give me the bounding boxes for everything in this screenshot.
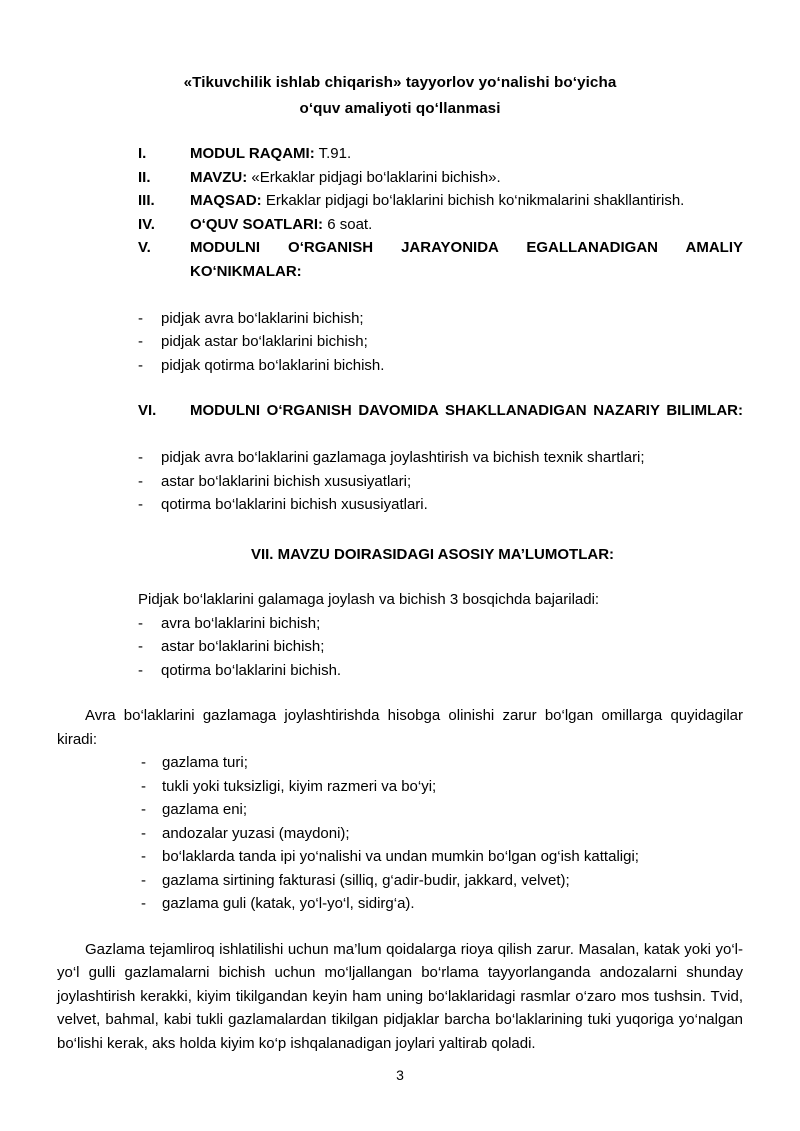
- closing-paragraph-text: Gazlama tejamliroq ishlatilishi uchun ma’lum qoidalarga rioya qilish zarur. Masalan, katak yoki yo‘l-yo‘l gulli gazlamalarni bichish uchun mo‘ljallangan bo‘rlama tayyorlanganda andozalarni shunday joylashtirish kerakki, kiyim tikilgandan keyin ham uning bo‘laklaridagi rasmlar o‘zaro mos tushsin. Tvid, velvet, bahmal, kabi tukli gazlamalardan tikilgan pidjaklar barcha bo‘laklarining tuki yuqoriga yo‘nalgan bo‘lishi kerak, aks holda kiyim ko‘p ishqalanadigan joylari yaltirab qoladi.: [57, 940, 743, 1052]
- roman-item-vi: [57, 399, 743, 446]
- dash-bullet-icon: -: [141, 777, 146, 795]
- list-item-text: tukli yoki tuksizligi, kiyim razmeri va bo‘yi;: [162, 777, 437, 795]
- list-item-text: bo‘laklarda tanda ipi yo‘nalishi va undan mumkin bo‘lgan og‘ish kattaligi;: [162, 848, 639, 865]
- dash-bullet-icon: -: [138, 661, 143, 679]
- roman-body-i: [190, 142, 743, 166]
- list-item-text: gazlama sirtining fakturasi (silliq, g‘adir-budir, jakkard, velvet);: [162, 871, 570, 889]
- roman-label-iii: MAQSAD:: [190, 192, 262, 209]
- roman-body-v: MODULNI O‘RGANISH JARAYONIDA EGALLANADIGAN AMALIY KO‘NIKMALAR:: [190, 239, 743, 280]
- list-item-text: pidjak qotirma bo‘laklarini bichish.: [161, 356, 385, 374]
- roman-numeral-list: [57, 142, 743, 307]
- roman-item-iv: [57, 213, 743, 237]
- page-title-line-1: «Tikuvchilik ishlab chiqarish» tayyorlov yo‘nalishi bo‘yicha: [183, 74, 617, 91]
- dash-bullet-icon: -: [138, 449, 143, 466]
- roman-item-v: [57, 236, 743, 307]
- list-item-text: avra bo‘laklarini bichish;: [161, 614, 321, 632]
- roman-value-ii: «Erkaklar pidjagi bo‘laklarini bichish».: [247, 168, 501, 186]
- section-seven-intro: Pidjak bo‘laklarini galamaga joylash va bichish 3 bosqichda bajariladi:: [138, 591, 600, 608]
- roman-item-i: [57, 142, 743, 166]
- list-item: [57, 892, 743, 916]
- page-number: 3: [396, 1067, 404, 1083]
- dash-bullet-icon: -: [138, 333, 143, 350]
- list-item: [57, 493, 743, 517]
- list-item-text: gazlama turi;: [162, 754, 248, 771]
- roman-item-ii: [57, 166, 743, 190]
- dash-bullet-icon: -: [141, 848, 146, 865]
- dash-bullet-icon: -: [141, 871, 146, 889]
- closing-paragraph: [57, 938, 743, 1056]
- list-item-text: gazlama guli (katak, yo‘l-yo‘l, sidirg‘a).: [162, 895, 415, 912]
- list-item: [57, 354, 743, 378]
- roman-numeral-vi: VI.: [138, 402, 157, 419]
- stages-list: [57, 612, 743, 683]
- roman-numeral-i: I.: [138, 145, 147, 162]
- roman-numeral-v: V.: [138, 239, 151, 256]
- roman-body-vi: MODULNI O‘RGANISH DAVOMIDA SHAKLLANADIGAN NAZARIY BILIMLAR:: [190, 402, 743, 419]
- list-item: [57, 845, 743, 869]
- roman-body-ii: [190, 166, 743, 190]
- spacer: [57, 682, 743, 704]
- list-item-text: pidjak avra bo‘laklarini bichish;: [161, 309, 364, 327]
- list-item-text: pidjak astar bo‘laklarini bichish;: [161, 333, 368, 350]
- dash-bullet-icon: -: [141, 801, 146, 818]
- list-item-text: gazlama eni;: [162, 801, 248, 818]
- dash-bullet-icon: -: [138, 614, 143, 632]
- roman-value-iv: 6 soat.: [323, 215, 373, 233]
- skills-list: [57, 307, 743, 378]
- spacer: [57, 377, 743, 399]
- list-item: [57, 822, 743, 846]
- list-item-text: pidjak avra bo‘laklarini gazlamaga joylashtirish va bichish texnik shartlari;: [161, 449, 645, 466]
- list-item: [57, 775, 743, 799]
- list-item: [57, 446, 743, 470]
- dash-bullet-icon: -: [138, 309, 143, 327]
- list-item: [57, 659, 743, 683]
- roman-numeral-iii: III.: [138, 192, 155, 209]
- section-seven-heading: VII. MAVZU DOIRASIDAGI ASOSIY MA’LUMOTLAR:: [250, 545, 615, 563]
- roman-body-iii: [190, 189, 743, 213]
- roman-label-ii: MAVZU:: [190, 168, 248, 186]
- roman-label-i: MODUL RAQAMI:: [190, 145, 315, 162]
- spacer: [57, 128, 743, 142]
- theory-list: [57, 446, 743, 517]
- list-item: [57, 635, 743, 659]
- factors-list: [57, 751, 743, 916]
- list-item: [57, 612, 743, 636]
- dash-bullet-icon: -: [138, 356, 143, 374]
- roman-item-iii: [57, 189, 743, 213]
- page-title-line-2: o‘quv amaliyoti qo‘llanmasi: [299, 100, 501, 117]
- list-item: [57, 307, 743, 331]
- dash-bullet-icon: -: [141, 754, 146, 771]
- list-item-text: astar bo‘laklarini bichish xususiyatlari;: [161, 472, 412, 490]
- list-item-text: andozalar yuzasi (maydoni);: [162, 824, 350, 842]
- roman-numeral-list-vi: [57, 399, 743, 446]
- roman-value-i: T.91.: [314, 145, 352, 162]
- spacer: [57, 916, 743, 938]
- list-item-text: astar bo‘laklarini bichish;: [161, 638, 325, 655]
- list-item: [57, 751, 743, 775]
- list-item: [57, 330, 743, 354]
- list-item-text: qotirma bo‘laklarini bichish xususiyatlari.: [161, 496, 428, 513]
- list-item: [57, 470, 743, 494]
- factors-intro-paragraph: [57, 704, 743, 751]
- roman-body-iv: [190, 213, 743, 237]
- dash-bullet-icon: -: [141, 824, 146, 842]
- factors-intro-text: Avra bo‘laklarini gazlamaga joylashtirishda hisobga olinishi zarur bo‘lgan omillarga quyidagilar kiradi:: [57, 707, 743, 748]
- dash-bullet-icon: -: [138, 496, 143, 513]
- roman-numeral-ii: II.: [138, 168, 151, 186]
- document-body: [57, 70, 743, 1055]
- list-item-text: qotirma bo‘laklarini bichish.: [161, 661, 342, 679]
- dash-bullet-icon: -: [138, 638, 143, 655]
- spacer: [57, 566, 743, 588]
- spacer: [57, 517, 743, 543]
- roman-value-iii: Erkaklar pidjagi bo‘laklarini bichish ko‘nikmalarini shakllantirish.: [261, 192, 685, 209]
- dash-bullet-icon: -: [138, 472, 143, 490]
- roman-numeral-iv: IV.: [138, 215, 155, 233]
- roman-label-iv: O‘QUV SOATLARI:: [190, 215, 324, 233]
- list-item: [57, 798, 743, 822]
- list-item: [57, 869, 743, 893]
- dash-bullet-icon: -: [141, 895, 146, 912]
- page-title: [57, 70, 743, 122]
